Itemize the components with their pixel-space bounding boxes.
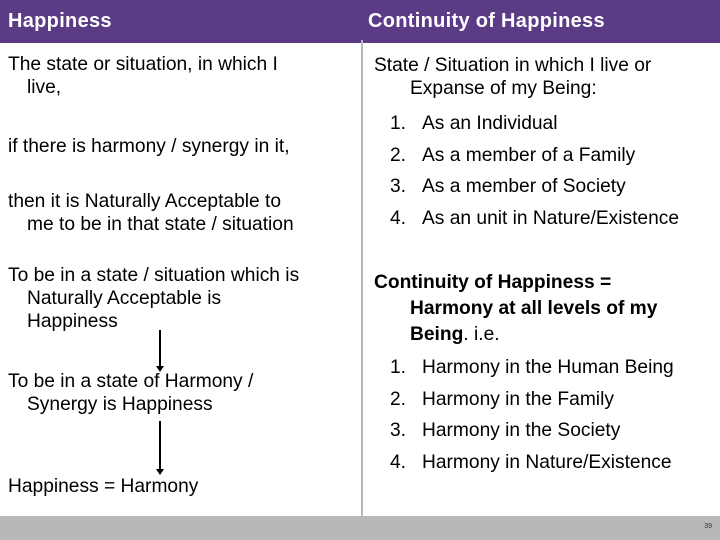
header-bar [0, 0, 720, 43]
list-item: 2. As a member of a Family [389, 144, 636, 166]
down-arrow-icon [159, 421, 162, 473]
down-arrow-icon [159, 330, 162, 370]
list-item: 3. Harmony in the Society [389, 420, 621, 441]
right-intro-state-situation: State / Situation in which I live or Expanse of my Being: [374, 55, 652, 99]
left-column-title: Happiness [8, 10, 112, 32]
paragraph-happiness-definition: To be in a state / situation which is Naturally Acceptable is Happiness [8, 265, 300, 332]
continuity-of-happiness-statement: Continuity of Happiness = Harmony at all levels of my Being. i.e. [374, 272, 658, 345]
right-column-title: Continuity of Happiness [368, 10, 605, 32]
paragraph-harmony-synergy: if there is harmony / synergy in it, [8, 136, 290, 157]
list-item: 1. Harmony in the Human Being [389, 357, 674, 378]
footer-bar [0, 516, 720, 540]
harmony-levels-list [374, 352, 674, 478]
list-item: 1. As an Individual [389, 113, 558, 134]
list-item: 4. Harmony in Nature/Existence [389, 451, 672, 473]
paragraph-naturally-acceptable: then it is Naturally Acceptable to me to be in that state / situation [8, 191, 294, 235]
paragraph-happiness-equals-harmony: Happiness = Harmony [8, 476, 199, 497]
list-item: 3. As a member of Society [389, 176, 626, 197]
list-item: 2. Harmony in the Family [389, 388, 614, 410]
page-number: 39 [704, 523, 712, 530]
column-divider [361, 40, 363, 517]
list-item: 4. As an unit in Nature/Existence [389, 207, 680, 229]
paragraph-harmony-is-happiness: To be in a state of Harmony / Synergy is Happiness [8, 371, 254, 415]
paragraph-state-or-situation: The state or situation, in which I live, [8, 54, 278, 98]
levels-of-being-list [374, 108, 679, 234]
